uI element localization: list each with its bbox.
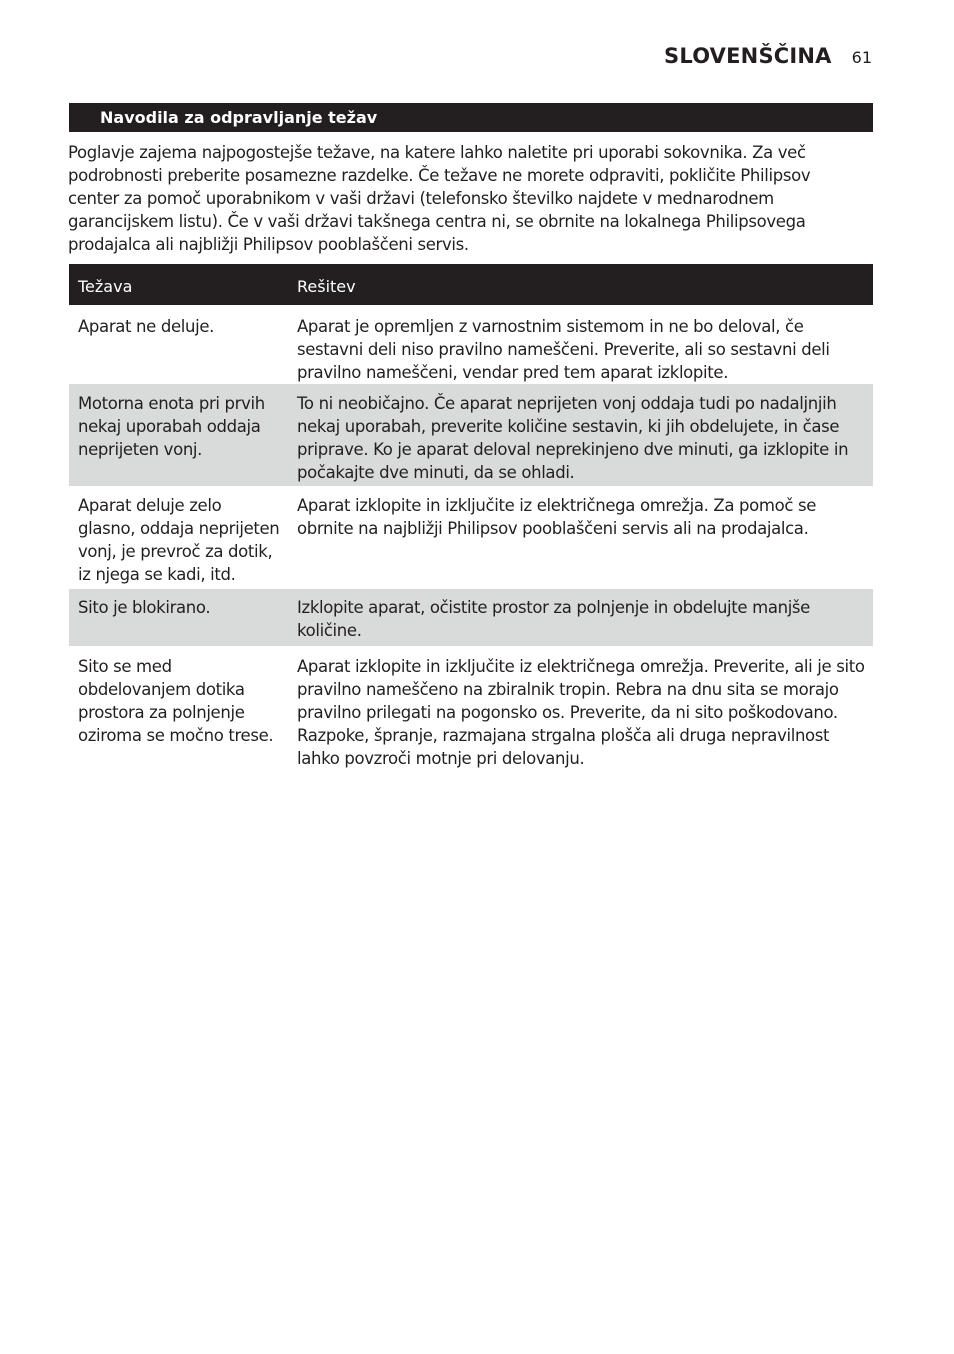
problem-line: Sito je blokirano. bbox=[78, 598, 211, 617]
problem-line: oziroma se močno trese. bbox=[78, 726, 274, 745]
problem-line: Motorna enota pri prvih bbox=[78, 394, 265, 413]
solution-line: Aparat izklopite in izključite iz električnega omrežja. Preverite, ali je sito bbox=[297, 657, 865, 676]
problem-cell bbox=[69, 315, 288, 384]
table-row bbox=[69, 646, 873, 771]
section-heading-bar bbox=[69, 103, 873, 132]
solution-line: nekaj uporabah, preverite količine sestavin, ki jih obdelujete, in čase bbox=[297, 417, 840, 436]
solution-line: Izklopite aparat, očistite prostor za polnjenje in obdelujte manjše bbox=[297, 598, 810, 617]
page-number: 61 bbox=[851, 48, 872, 67]
troubleshooting-table bbox=[69, 264, 873, 771]
solution-line: sestavni deli niso pravilno nameščeni. Preverite, ali so sestavni deli bbox=[297, 340, 830, 359]
problem-cell bbox=[69, 596, 288, 646]
solution-cell bbox=[288, 494, 873, 589]
solution-line: pravilno nameščeno na zbiralnik tropin. Rebra na dnu sita se morajo bbox=[297, 680, 839, 699]
column-header-problem: Težava bbox=[78, 277, 133, 296]
solution-line: količine. bbox=[297, 621, 362, 640]
problem-line: iz njega se kadi, itd. bbox=[78, 565, 236, 584]
solution-line: počakajte dve minuti, da se ohladi. bbox=[297, 463, 575, 482]
table-row bbox=[69, 384, 873, 486]
problem-line: Aparat ne deluje. bbox=[78, 317, 215, 336]
problem-line: Sito se med bbox=[78, 657, 172, 676]
problem-cell bbox=[69, 655, 288, 771]
problem-line: prostora za polnjenje bbox=[78, 703, 245, 722]
solution-line: priprave. Ko je aparat deloval neprekinjeno dve minuti, ga izklopite in bbox=[297, 440, 849, 459]
table-row bbox=[69, 486, 873, 589]
table-row bbox=[69, 589, 873, 646]
solution-line: pravilno prilegati na pogonsko os. Preverite, da ni sito poškodovano. bbox=[297, 703, 838, 722]
intro-line: prodajalca ali najbližji Philipsov pooblaščeni servis. bbox=[68, 235, 469, 254]
problem-line: neprijeten vonj. bbox=[78, 440, 203, 459]
solution-line: lahko povzroči motnje pri delovanju. bbox=[297, 749, 585, 768]
solution-line: Aparat izklopite in izključite iz električnega omrežja. Za pomoč se bbox=[297, 496, 816, 515]
solution-line: Razpoke, špranje, razmajana strgalna plošča ali druga nepravilnost bbox=[297, 726, 830, 745]
table-header-row bbox=[69, 264, 873, 305]
intro-paragraph bbox=[68, 141, 868, 256]
solution-cell bbox=[288, 596, 873, 646]
solution-cell bbox=[288, 315, 873, 384]
language-title: SLOVENŠČINA bbox=[664, 44, 832, 68]
intro-line: center za pomoč uporabnikom v vaši državi (telefonsko številko najdete v mednarodnem bbox=[68, 189, 774, 208]
intro-line: Poglavje zajema najpogostejše težave, na katere lahko naletite pri uporabi sokovnika. Za več bbox=[68, 143, 806, 162]
solution-line: pravilno nameščeni, vendar pred tem aparat izklopite. bbox=[297, 363, 729, 382]
solution-cell bbox=[288, 392, 873, 486]
solution-cell bbox=[288, 655, 873, 771]
problem-cell bbox=[69, 494, 288, 589]
problem-line: glasno, oddaja neprijeten bbox=[78, 519, 280, 538]
table-row bbox=[69, 305, 873, 384]
solution-line: Aparat je opremljen z varnostnim sistemom in ne bo deloval, če bbox=[297, 317, 804, 336]
problem-line: Aparat deluje zelo bbox=[78, 496, 222, 515]
problem-cell bbox=[69, 392, 288, 486]
intro-line: podrobnosti preberite posamezne razdelke. Če težave ne morete odpraviti, pokličite Philipsov bbox=[68, 166, 811, 185]
section-title: Navodila za odpravljanje težav bbox=[100, 108, 378, 127]
problem-line: vonj, je prevroč za dotik, bbox=[78, 542, 273, 561]
problem-line: nekaj uporabah oddaja bbox=[78, 417, 261, 436]
solution-line: obrnite na najbližji Philipsov pooblaščeni servis ali na prodajalca. bbox=[297, 519, 809, 538]
column-header-solution: Rešitev bbox=[297, 277, 356, 296]
intro-line: garancijskem listu). Če v vaši državi takšnega centra ni, se obrnite na lokalnega Philipsovega bbox=[68, 212, 806, 231]
solution-line: To ni neobičajno. Če aparat neprijeten vonj oddaja tudi po nadaljnjih bbox=[297, 394, 837, 413]
page-header bbox=[664, 44, 872, 68]
problem-line: obdelovanjem dotika bbox=[78, 680, 245, 699]
